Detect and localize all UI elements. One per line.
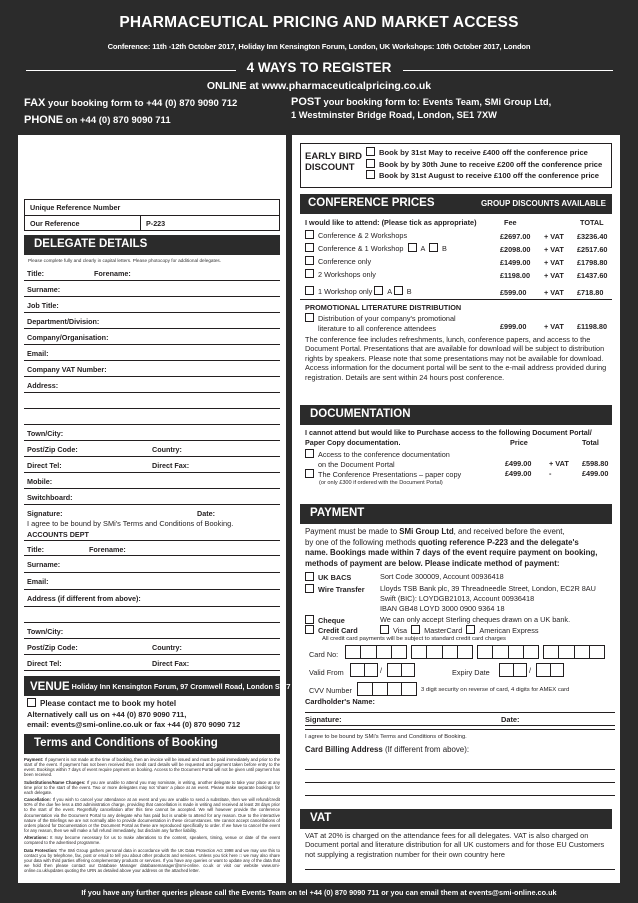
terms-text: Payment: If payment is not made at the time of booking, then an invoice will be issued and must be paid immediately and prior to the start of the event. If payment has not been received then credit card details will be requested and payment taken before entry to the event. Bookings within 7 days of event require payment on booking. Access to the Document Portal will not be given until payment has been received. Substitutions/Name Changes: If you are unable to attend you may nominate, in writing, another delegate to take your place at any time prior to the start of the event. Two or more delegates may not 'share' a place at an event. Please make separate bookings for each delegate. Cancellation: If you wish to cancel your attendance at an event and you are unable to send a substitute, then we will refund/credit 50% of the due fee less a £50 administration charge, providing that cancellation is made in writing and received at least 28 days prior to the start of the event. Regretfully cancellation after this time cannot be accepted. We will however provide the conference documentation via the Document Portal to any delegate who has paid but is unable to attend for any reason. Due to the interactive nature of the Briefings we are not normally able to provide documentation in these circumstances. We cannot accept cancellations of orders placed for Documentation or the Document Portal as these are reproduced specifically to order. If we have to cancel the event for any reason, then we will make a full refund immediately, but disclaim any further liability. Alterations: It may become necessary for us to make alterations to the content, speakers, timing, venue or date of the event compared to the advertised programme. Data Protection: The SMi Group gathers personal data in accordance with the UK Data Protection Act 1998 and we may use this to contact you by telephone, fax, post or email to tell you about other products and services. Unless you tick here □ we may also share your data with third parties offering complementary products or services. If you have any queries or want to update any of the data that we hold then please contact our Database Manager databasemanager@smi-online. co.uk or visit our website www.smi-online.co.uk/updates quoting the URN as detailed above your address on the attached letter. xyxy=(24,757,280,874)
expiry-month[interactable] xyxy=(499,663,527,677)
reference-vdivider xyxy=(140,215,141,231)
wire-checkbox[interactable] xyxy=(305,584,314,593)
workshop-a-checkbox[interactable] xyxy=(374,286,383,295)
acc-tel-field[interactable]: Direct Tel: Direct Fax: xyxy=(24,655,280,671)
reference-divider xyxy=(24,215,280,216)
urn-label: Unique Reference Number xyxy=(30,203,121,212)
surname-field[interactable]: Surname: xyxy=(24,281,280,297)
department-field[interactable]: Department/Division: xyxy=(24,313,280,329)
venue-email: email: events@smi-online.co.uk or fax +44 (0) 870 9090 712 xyxy=(27,720,241,729)
our-reference-label: Our Reference xyxy=(30,219,80,228)
uk-bacs-option[interactable]: UK BACS xyxy=(305,572,351,582)
billing-line-1[interactable] xyxy=(305,757,615,770)
hotel-checkbox[interactable] xyxy=(27,698,36,707)
vat-text: VAT at 20% is charged on the attendance fees for all delegates. VAT is also charged on Document portal and literature distribution for all UK customers and for those EU Customers not supplying a registration number for their own country here xyxy=(305,831,605,859)
promo-heading: PROMOTIONAL LITERATURE DISTRIBUTION xyxy=(305,303,462,312)
fee-header: Fee xyxy=(504,218,517,227)
price-checkbox[interactable] xyxy=(305,286,314,295)
early-bird-checkbox[interactable] xyxy=(366,159,375,168)
price-row: £1198.00 + VAT £1437.60 xyxy=(500,271,608,280)
documentation-heading: DOCUMENTATION xyxy=(300,405,612,425)
price-checkbox[interactable] xyxy=(305,243,314,252)
terms-heading: Terms and Conditions of Booking xyxy=(24,734,280,754)
price-row: £2697.00 + VAT £3236.40 xyxy=(500,232,608,241)
venue-call: Alternatively call us on +44 (0) 870 9090 711, xyxy=(27,710,187,719)
promo-price: £999.00 + VAT £1198.80 xyxy=(500,322,608,331)
billing-address-label: Card Billing Address (If different from above): xyxy=(305,745,470,754)
doc-total-header: Total xyxy=(582,438,599,447)
phone-register: PHONE on +44 (0) 870 9090 711 xyxy=(24,114,171,126)
acc-email-field[interactable]: Email: xyxy=(24,573,280,590)
price-option[interactable]: Conference only xyxy=(305,256,371,266)
hotel-contact-option[interactable]: Please contact me to book my hotel xyxy=(27,698,176,708)
card-signature-field[interactable]: Signature: Date: xyxy=(305,715,615,730)
accounts-heading: ACCOUNTS DEPT xyxy=(27,530,89,539)
payment-intro: Payment must be made to SMi Group Ltd, and received before the event, by one of the following methods quoting reference P-223 and the delegate's name. Bookings made within 7 days of the event require payment on booking, methods of payment are below. Please indicate method of payment: xyxy=(305,527,598,569)
price-option[interactable]: 2 Workshops only xyxy=(305,269,376,279)
switchboard-field[interactable]: Switchboard: xyxy=(24,489,280,505)
early-bird-option[interactable]: Book by by 30th June to receive £200 off the conference price xyxy=(366,159,602,171)
vat-heading: VAT xyxy=(300,809,612,829)
payment-agree: I agree to be bound by SMi's Terms and Conditions of Booking. xyxy=(305,734,467,740)
doc-portal-option[interactable]: Access to the conference documentation on the Document Portal xyxy=(305,449,450,470)
price-values xyxy=(500,230,615,299)
card-surcharge: All credit card payments will be subject to standard credit card charges xyxy=(322,636,507,642)
delegate-details-heading: DELEGATE DETAILS xyxy=(24,235,280,255)
doc-portal-price: £499.00 + VAT £598.80 xyxy=(505,459,609,468)
amex-checkbox[interactable] xyxy=(466,625,475,634)
acc-town-field[interactable]: Town/City: xyxy=(24,623,280,639)
venue-heading: VENUE Holiday Inn Kensington Forum, 97 Cromwell Road, London SW7 4DN xyxy=(24,676,280,696)
fax-register: FAX your booking form to +44 (0) 870 9090 712 xyxy=(24,97,238,109)
footer-text: If you have any further queries please call the Events Team on tel +44 (0) 870 9090 711 or you can email them at events@smi-online.co.uk xyxy=(81,888,557,897)
acc-address-field[interactable]: Address (if different from above): xyxy=(24,590,280,607)
cheque-option[interactable]: Cheque xyxy=(305,615,345,625)
early-bird-option[interactable]: Book by 31st August to receive £100 off the conference price xyxy=(366,170,602,182)
expiry-year[interactable] xyxy=(536,663,564,677)
cvv-input[interactable] xyxy=(357,682,417,696)
cheque-checkbox[interactable] xyxy=(305,615,314,624)
visa-checkbox[interactable] xyxy=(380,625,389,634)
valid-from-year[interactable] xyxy=(387,663,415,677)
doc-paper-checkbox[interactable] xyxy=(305,469,314,478)
price-option[interactable]: Conference & 1 Workshop A B xyxy=(305,243,447,253)
wire-detail: Lloyds TSB Bank plc, 39 Threadneedle Street, London, EC2R 8AU Swift (BIC): LOYDGB21013, Account 00936418 IBAN GB48 LOYD 3000 0900 9364 18 xyxy=(380,584,596,614)
doc-paper-price: £499.00 - £499.00 xyxy=(505,469,609,478)
card-number-input[interactable] xyxy=(345,645,605,659)
mobile-field[interactable]: Mobile: xyxy=(24,473,280,489)
workshop-b-checkbox[interactable] xyxy=(394,286,403,295)
online-register: ONLINE at www.pharmaceuticalpricing.co.uk xyxy=(206,80,432,92)
left-margin xyxy=(0,135,18,903)
card-number-group[interactable] xyxy=(411,645,473,659)
price-checkbox[interactable] xyxy=(305,269,314,278)
company-field[interactable]: Company/Organisation: xyxy=(24,329,280,345)
valid-from-label: Valid From xyxy=(309,668,344,677)
valid-from-month[interactable] xyxy=(350,663,378,677)
card-no-label: Card No: xyxy=(309,650,339,659)
billing-line-2[interactable] xyxy=(305,770,615,783)
vat-number-line[interactable] xyxy=(305,869,615,870)
early-bird-option[interactable]: Book by 31st May to receive £400 off the conference price xyxy=(366,147,602,159)
wire-transfer-option[interactable]: Wire Transfer xyxy=(305,584,365,594)
post-code-field[interactable]: Post/Zip Code: Country: xyxy=(24,441,280,457)
credit-card-option[interactable]: Credit Card xyxy=(305,625,358,635)
acc-post-field[interactable]: Post/Zip Code: Country: xyxy=(24,639,280,655)
card-number-group[interactable] xyxy=(543,645,605,659)
doc-paper-option[interactable]: The Conference Presentations – paper copy xyxy=(305,469,461,479)
doc-paper-note: (or only £300 if ordered with the Document Portal) xyxy=(319,480,443,486)
workshop-a-checkbox[interactable] xyxy=(408,243,417,252)
card-types: Visa MasterCard American Express xyxy=(380,625,539,635)
conference-dates: Conference: 11th -12th October 2017, Holiday Inn Kensington Forum, London, UK Workshops: 10th October 2017, London xyxy=(107,42,531,51)
billing-line-3[interactable] xyxy=(305,783,615,796)
price-row: £1499.00 + VAT £1798.80 xyxy=(500,258,608,267)
promo-option[interactable]: Distribution of your company's promotional literature to all conference attendees xyxy=(305,313,456,334)
early-bird-list xyxy=(366,147,602,182)
price-option[interactable]: Conference & 2 Workshops xyxy=(305,230,407,240)
page-title: PHARMACEUTICAL PRICING AND MARKET ACCESS xyxy=(119,14,519,31)
card-number-group[interactable] xyxy=(477,645,539,659)
prices-note: The conference fee includes refreshments, lunch, conference papers, and access to the Document Portal. Presentations that are available for download will be subject to distribution rights by speakers. Please note that some presentations may not be available for download. Access information for the document portal will be sent to the e-mail address provided during registration. Details are sent within 24 hours post conference. xyxy=(305,335,607,382)
acc-title-field[interactable]: Title: Forename: xyxy=(24,540,280,556)
cvv-label: CVV Number xyxy=(309,686,352,695)
our-reference-value: P-223 xyxy=(146,219,166,228)
price-option[interactable]: 1 Workshop only A B xyxy=(305,286,412,296)
doc-portal-checkbox[interactable] xyxy=(305,449,314,458)
early-bird-label: EARLY BIRD DISCOUNT xyxy=(305,151,363,173)
early-bird-checkbox[interactable] xyxy=(366,147,375,156)
title-field[interactable]: Title: Forename: xyxy=(24,265,280,281)
early-bird-checkbox[interactable] xyxy=(366,170,375,179)
slash: / xyxy=(529,666,532,675)
header-banner xyxy=(0,0,638,135)
slash: / xyxy=(380,666,383,675)
workshop-b-checkbox[interactable] xyxy=(429,243,438,252)
price-checkbox[interactable] xyxy=(305,230,314,239)
attend-label: I would like to attend: (Please tick as appropriate) xyxy=(305,218,477,227)
cheque-detail: We can only accept Sterling cheques drawn on a UK bank. xyxy=(380,615,571,624)
address-line3[interactable] xyxy=(24,409,280,425)
credit-card-checkbox[interactable] xyxy=(305,625,314,634)
doc-price-header: Price xyxy=(510,438,528,447)
cardholder-name-field[interactable]: Cardholder's Name: xyxy=(305,697,615,713)
mastercard-checkbox[interactable] xyxy=(411,625,420,634)
conference-prices-heading: CONFERENCE PRICES GROUP DISCOUNTS AVAILABLE xyxy=(300,194,612,214)
bacs-detail: Sort Code 300009, Account 00936418 xyxy=(380,572,504,581)
payment-heading: PAYMENT xyxy=(300,504,612,524)
price-checkbox[interactable] xyxy=(305,256,314,265)
documentation-intro: I cannot attend but would like to Purchase access to the following Document Portal/ Paper Copy documentation. xyxy=(305,428,592,447)
address-line2[interactable] xyxy=(24,393,280,409)
post-register: POST your booking form to: Events Team, SMi Group Ltd, 1 Westminster Bridge Road, London, SE1 7XW xyxy=(291,96,552,120)
signature-field[interactable]: Signature: Date: xyxy=(27,509,215,518)
promo-checkbox[interactable] xyxy=(305,313,314,322)
delegate-note: Please complete fully and clearly in capital letters. Please photocopy for additional delegates. xyxy=(28,258,222,263)
card-number-group[interactable] xyxy=(345,645,407,659)
delegate-agree: I agree to be bound by SMi's Terms and Conditions of Booking. xyxy=(27,519,234,528)
expiry-label: Expiry Date xyxy=(452,668,490,677)
price-row: £599.00 + VAT £718.80 xyxy=(500,288,604,297)
total-header: TOTAL xyxy=(580,218,604,227)
address-field[interactable]: Address: xyxy=(24,377,280,393)
price-row: £2098.00 + VAT £2517.60 xyxy=(500,245,608,254)
prices-divider xyxy=(300,299,612,300)
right-margin xyxy=(620,135,638,903)
town-field[interactable]: Town/City: xyxy=(24,425,280,441)
company-vat-field[interactable]: Company VAT Number: xyxy=(24,361,280,377)
uk-bacs-checkbox[interactable] xyxy=(305,572,314,581)
direct-tel-field[interactable]: Direct Tel: Direct Fax: xyxy=(24,457,280,473)
ways-heading: 4 WAYS TO REGISTER xyxy=(246,60,392,75)
acc-surname-field[interactable]: Surname: xyxy=(24,556,280,573)
acc-address-line2[interactable] xyxy=(24,607,280,623)
cvv-note: 3 digit security on reverse of card, 4 digits for AMEX card xyxy=(421,687,570,693)
job-title-field[interactable]: Job Title: xyxy=(24,297,280,313)
email-field[interactable]: Email: xyxy=(24,345,280,361)
